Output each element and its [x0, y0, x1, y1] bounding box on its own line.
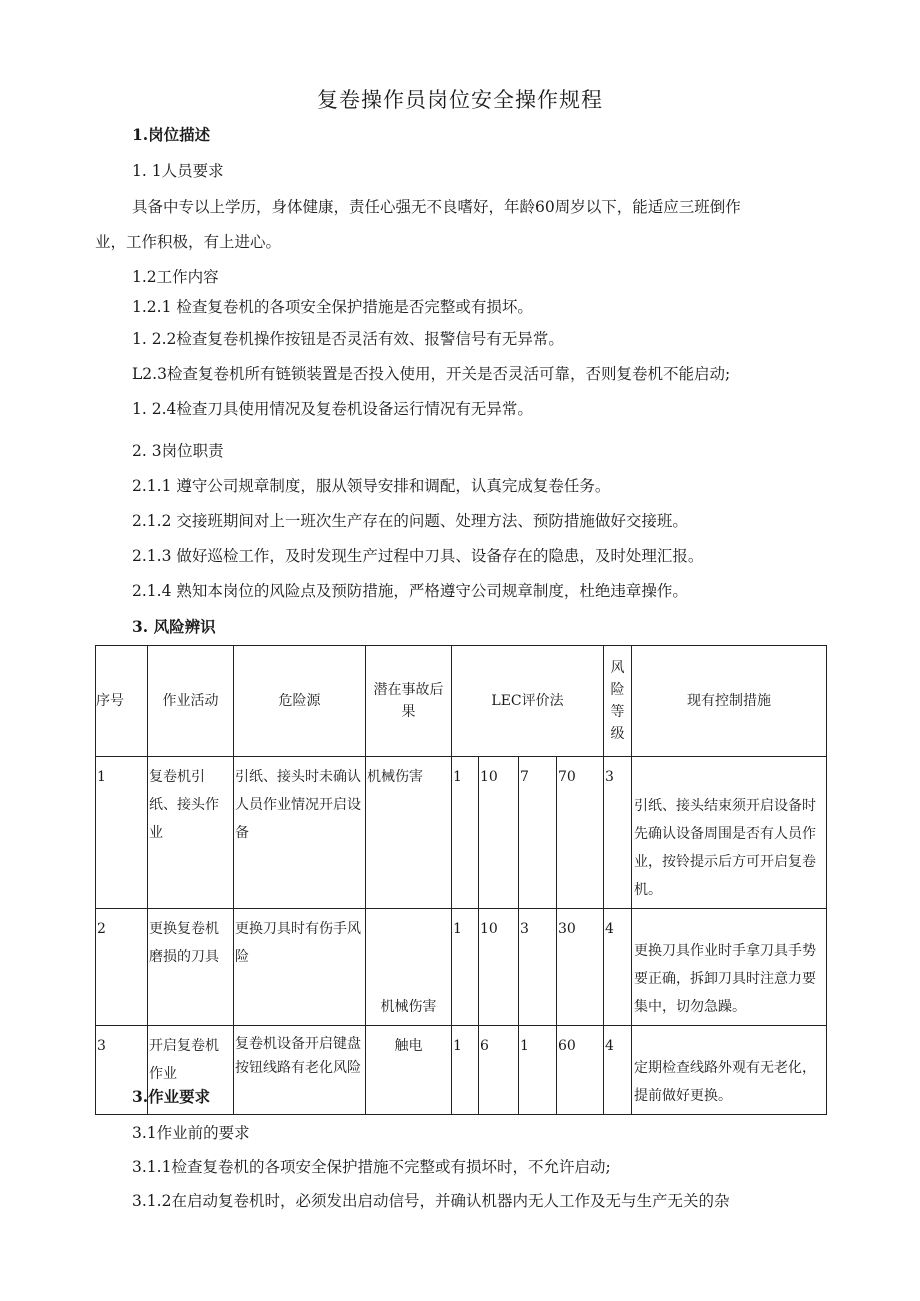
row-l: 1 — [452, 757, 479, 909]
section-1-2-heading: 1.2工作内容 — [132, 268, 219, 286]
item-1-2-3: L2.3检查复卷机所有链锁装置是否投入使用，开关是否灵活可靠，否则复卷机不能启动; — [132, 365, 731, 383]
row-c: 3 — [519, 909, 557, 1026]
row-accident: 触电 — [366, 1026, 452, 1115]
row-d: 70 — [557, 757, 604, 909]
row-hazard: 引纸、接头时未确认人员作业情况开启设备 — [234, 757, 366, 909]
row-l: 1 — [452, 1026, 479, 1115]
header-no: 序号 — [96, 646, 148, 757]
header-accident: 潜在事故后果 — [366, 646, 452, 757]
row-level: 3 — [604, 757, 632, 909]
row-activity: 更换复卷机磨损的刀具 — [148, 909, 234, 1026]
section-1-1-text-b: 业，工作积极，有上进心。 — [95, 233, 282, 251]
header-hazard: 危险源 — [234, 646, 366, 757]
row-control: 定期检查线路外观有无老化，提前做好更换。 — [632, 1026, 827, 1115]
table-row — [96, 909, 827, 1026]
row-accident: 机械伤害 — [366, 909, 452, 1026]
item-2-1-4: 2.1.4 熟知本岗位的风险点及预防措施，严格遵守公司规章制度，杜绝违章操作。 — [132, 582, 688, 600]
document-title: 复卷操作员岗位安全操作规程 — [317, 88, 603, 112]
item-1-2-1: 1.2.1 检查复卷机的各项安全保护措施是否完整或有损坏。 — [132, 298, 533, 316]
row-activity: 开启复卷机作业 — [148, 1026, 234, 1115]
row-activity: 复卷机引纸、接头作业 — [148, 757, 234, 909]
row-c: 7 — [519, 757, 557, 909]
item-2-1-3: 2.1.3 做好巡检工作，及时发现生产过程中刀具、设备存在的隐患，及时处理汇报。 — [132, 547, 704, 565]
header-lec: LEC评价法 — [452, 646, 604, 757]
row-hazard: 复卷机设备开启键盘按钮线路有老化风险 — [234, 1026, 366, 1115]
row-d: 30 — [557, 909, 604, 1026]
row-no: 3 — [96, 1026, 148, 1115]
section-3-heading: 3. 风险辨识 — [132, 617, 216, 636]
section-3b-heading: 3.作业要求 — [132, 1087, 211, 1106]
header-activity: 作业活动 — [148, 646, 234, 757]
table-row — [96, 757, 827, 909]
item-1-2-2: 1. 2.2检查复卷机操作按钮是否灵活有效、报警信号有无异常。 — [132, 330, 564, 348]
section-1-1-heading: 1. 1人员要求 — [132, 162, 224, 180]
item-2-1-1: 2.1.1 遵守公司规章制度，服从领导安排和调配，认真完成复卷任务。 — [132, 477, 611, 495]
section-1-1-text-a: 具备中专以上学历，身体健康，责任心强无不良嗜好，年龄60周岁以下，能适应三班倒作 — [132, 198, 741, 216]
section-2-3-heading: 2. 3岗位职责 — [132, 442, 224, 460]
risk-table — [95, 645, 827, 1115]
row-e: 6 — [479, 1026, 519, 1115]
item-2-1-2: 2.1.2 交接班期间对上一班次生产存在的问题、处理方法、预防措施做好交接班。 — [132, 512, 688, 530]
item-3-1-2: 3.1.2在启动复卷机时，必须发出启动信号，并确认机器内无人工作及无与生产无关的杂 — [132, 1192, 730, 1210]
row-level: 4 — [604, 909, 632, 1026]
item-1-2-4: 1. 2.4检查刀具使用情况及复卷机设备运行情况有无异常。 — [132, 400, 533, 418]
row-c: 1 — [519, 1026, 557, 1115]
row-no: 1 — [96, 757, 148, 909]
row-d: 60 — [557, 1026, 604, 1115]
row-level: 4 — [604, 1026, 632, 1115]
section-3-1-heading: 3.1作业前的要求 — [132, 1124, 250, 1142]
row-control: 引纸、接头结束须开启设备时先确认设备周围是否有人员作业，按铃提示后方可开启复卷机。 — [632, 757, 827, 909]
header-control: 现有控制措施 — [632, 646, 827, 757]
table-header-row — [96, 646, 827, 757]
header-risk-level: 风险等级 — [604, 646, 632, 757]
item-3-1-1: 3.1.1检查复卷机的各项安全保护措施不完整或有损坏时，不允许启动; — [132, 1158, 611, 1176]
row-l: 1 — [452, 909, 479, 1026]
row-no: 2 — [96, 909, 148, 1026]
row-control: 更换刀具作业时手拿刀具手势要正确，拆卸刀具时注意力要集中，切勿急躁。 — [632, 909, 827, 1026]
row-accident: 机械伤害 — [366, 757, 452, 909]
row-hazard: 更换刀具时有伤手风险 — [234, 909, 366, 1026]
row-e: 10 — [479, 909, 519, 1026]
section-1-heading: 1.岗位描述 — [132, 125, 211, 144]
row-e: 10 — [479, 757, 519, 909]
